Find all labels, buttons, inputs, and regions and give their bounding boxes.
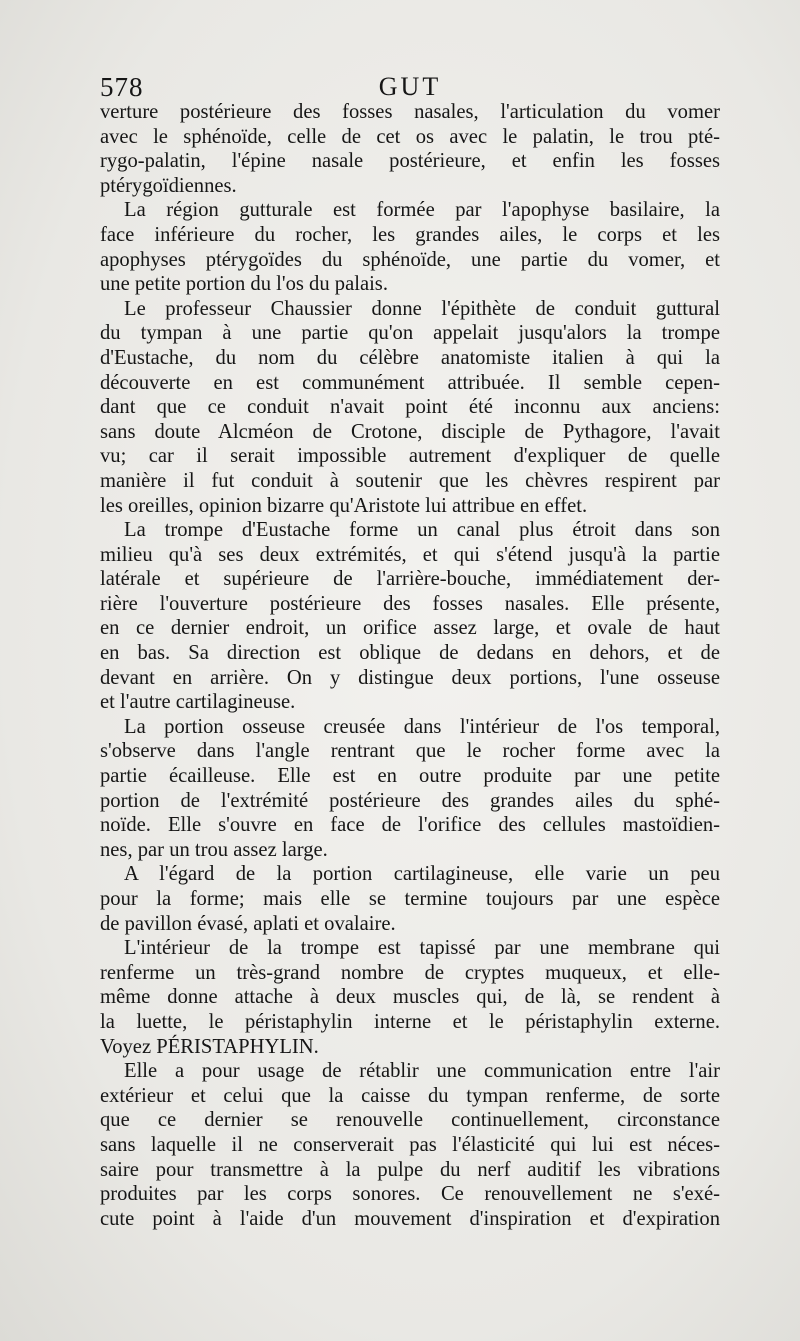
text-line: d'Eustache, du nom du célèbre anatomiste italien à qui la <box>100 346 720 369</box>
text-line: en bas. Sa direction est oblique de dedans en dehors, et de <box>100 642 720 665</box>
text-line: produites par les corps sonores. Ce renouvellement ne s'exé- <box>100 1183 720 1206</box>
text-line: sans laquelle il ne conserverait pas l'élasticité qui lui est néces- <box>100 1133 720 1156</box>
text-line: une petite portion du l'os du palais. <box>100 273 388 296</box>
text-line: extérieur et celui que la caisse du tympan renferme, de sorte <box>100 1084 720 1107</box>
text-line: La région gutturale est formée par l'apophyse basilaire, la <box>124 199 720 222</box>
text-line: renferme un très-grand nombre de cryptes muqueux, et elle- <box>100 961 720 984</box>
see-also-line: Voyez PÉRISTAPHYLIN. <box>100 1035 319 1058</box>
text-line: devant en arrière. On y distingue deux portions, l'une osseuse <box>100 666 720 689</box>
text-line: partie écailleuse. Elle est en outre produite par une petite <box>100 765 720 788</box>
text-line: pour la forme; mais elle se termine toujours par une espèce <box>100 888 720 910</box>
text-line: verture postérieure des fosses nasales, l'articulation du vomer <box>100 101 720 123</box>
text-line: dant que ce conduit n'avait point été inconnu aux anciens: <box>100 396 720 419</box>
text-line: que ce dernier se renouvelle continuellement, circonstance <box>100 1109 720 1132</box>
text-line: rière l'ouverture postérieure des fosses nasales. Elle présente, <box>100 592 720 615</box>
text-line: les oreilles, opinion bizarre qu'Aristote lui attribue en effet. <box>100 494 588 517</box>
text-line: Le professeur Chaussier donne l'épithète de conduit guttural <box>124 297 720 320</box>
page-number: 578 <box>100 72 144 102</box>
text-line: saire pour transmettre à la pulpe du nerf auditif les vibrations <box>100 1158 720 1181</box>
text-line: cute point à l'aide d'un mouvement d'inspiration et d'expiration <box>100 1207 720 1230</box>
text-line: La portion osseuse creusée dans l'intérieur de l'os temporal, <box>124 715 720 738</box>
text-line: A l'égard de la portion cartilagineuse, elle varie un peu <box>124 863 720 886</box>
text-line: L'intérieur de la trompe est tapissé par une membrane qui <box>124 937 720 960</box>
text-line: manière il fut conduit à soutenir que les chèvres respirent par <box>100 469 720 492</box>
text-line: noïde. Elle s'ouvre en face de l'orifice des cellules mastoïdien- <box>100 814 720 837</box>
text-line: en ce dernier endroit, un orifice assez large, et ovale de haut <box>100 617 720 640</box>
text-line: La trompe d'Eustache forme un canal plus étroit dans son <box>124 519 720 542</box>
text-line: apophyses ptérygoïdes du sphénoïde, une partie du vomer, et <box>100 248 720 271</box>
text-line: du tympan à une partie qu'on appelait jusqu'alors la trompe <box>100 322 720 345</box>
text-line: Elle a pour usage de rétablir une communication entre l'air <box>124 1060 720 1083</box>
text-line: de pavillon évasé, aplati et ovalaire. <box>100 912 396 935</box>
text-line: face inférieure du rocher, les grandes ailes, le corps et les <box>100 223 720 246</box>
text-line: milieu qu'à ses deux extrémités, et qui s'étend jusqu'à la partie <box>100 543 720 566</box>
text-line: et l'autre cartilagineuse. <box>100 691 296 714</box>
text-line: la luette, le péristaphylin interne et le péristaphylin externe. <box>100 1010 720 1033</box>
body-text <box>100 100 720 1231</box>
text-line: même donne attache à deux muscles qui, de là, se rendent à <box>100 986 720 1009</box>
text-line: latérale et supérieure de l'arrière-bouche, immédiatement der- <box>100 568 720 591</box>
text-line: s'observe dans l'angle rentrant que le rocher forme avec la <box>100 740 720 763</box>
running-head: GUT <box>378 72 442 101</box>
text-line: rygo-palatin, l'épine nasale postérieure, et enfin les fosses <box>100 150 720 173</box>
text-line: découverte en est communément attribuée. Il semble cepen- <box>100 371 720 394</box>
text-line: avec le sphénoïde, celle de cet os avec le palatin, le trou pté- <box>100 125 720 148</box>
text-line: sans doute Alcméon de Crotone, disciple de Pythagore, l'avait <box>100 420 720 443</box>
text-line: vu; car il serait impossible autrement d'expliquer de quelle <box>100 445 720 468</box>
text-line: portion de l'extrémité postérieure des grandes ailes du sphé- <box>100 789 720 812</box>
text-line: ptérygoïdiennes. <box>100 174 237 197</box>
text-line: nes, par un trou assez large. <box>100 838 328 861</box>
